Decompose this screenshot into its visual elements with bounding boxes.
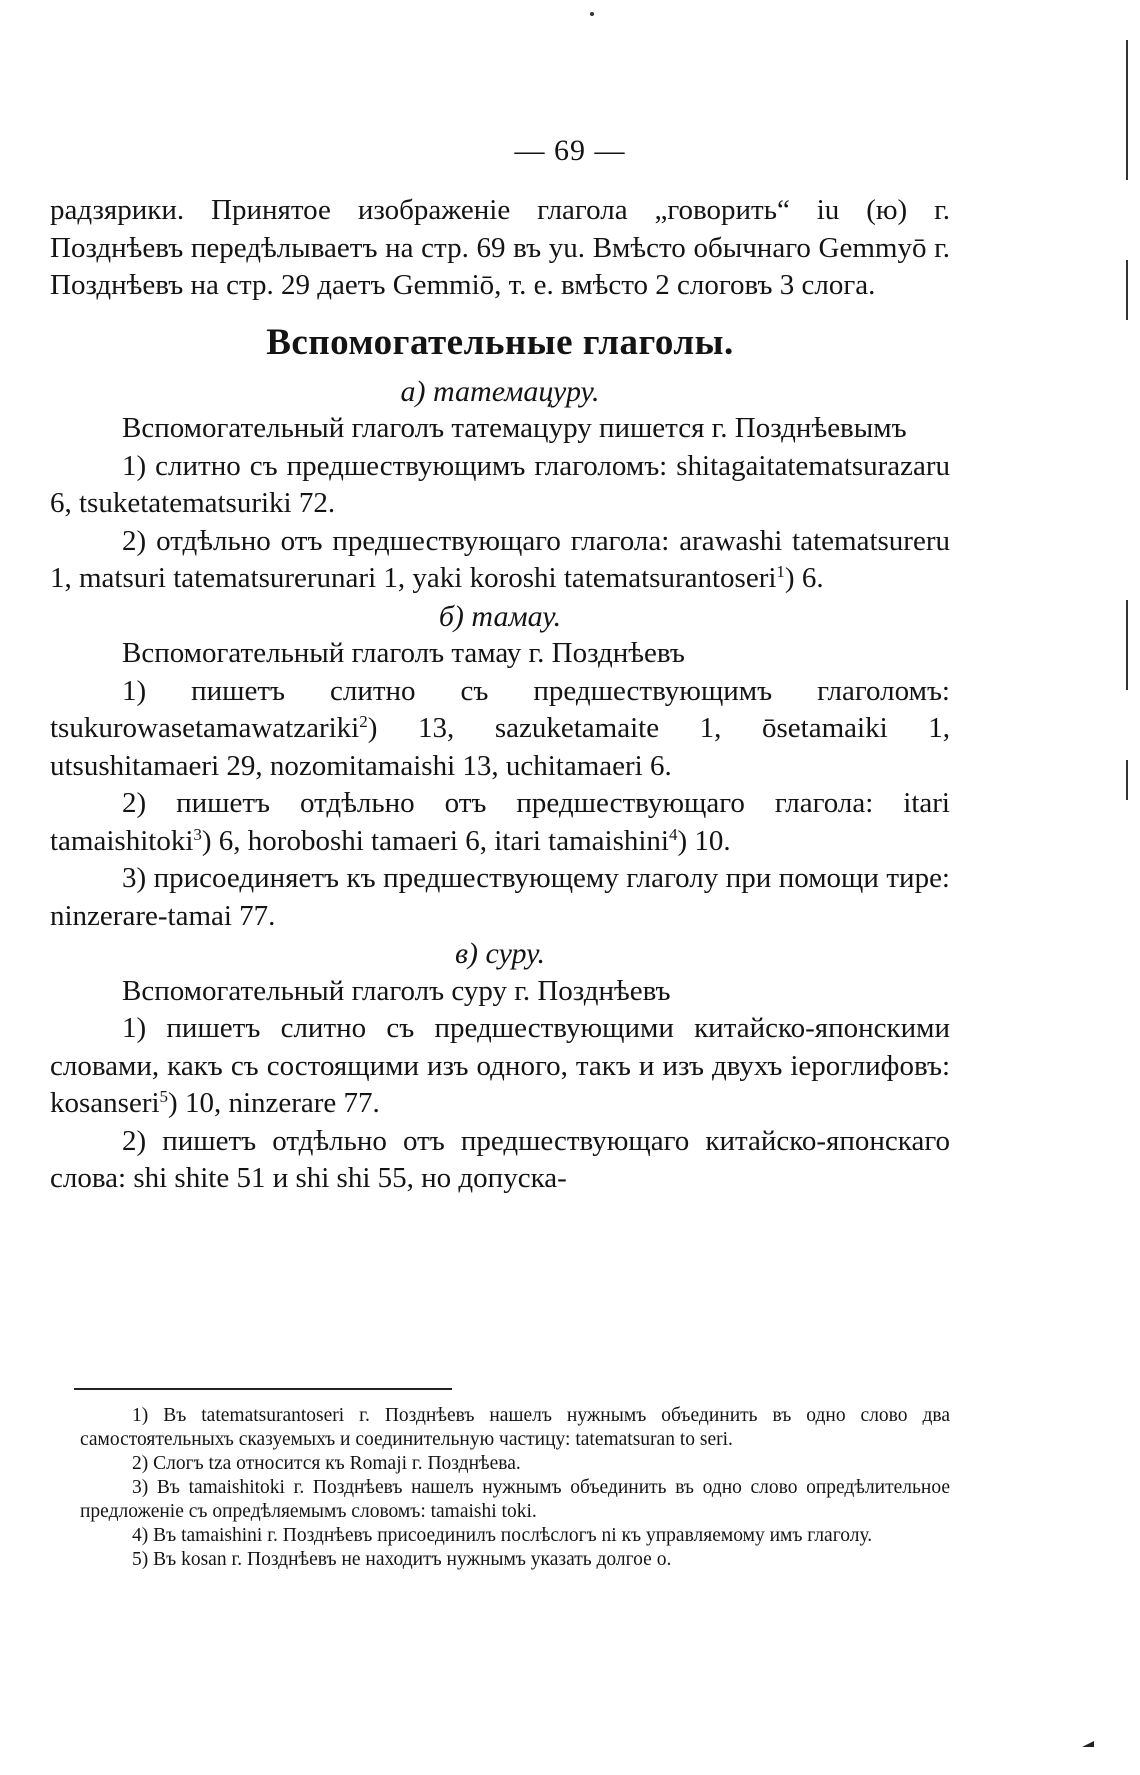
page-edge-line — [1126, 760, 1128, 800]
subsection-c-item-1: 1) пишетъ слитно съ предшествующими китайско-японскими словами, какъ съ состоящими изъ одного, такъ и изъ двухъ iероглифовъ: kosanseri$^5$) 10, ninzerare 77. — [50, 1012, 950, 1119]
main-text — [50, 192, 950, 1198]
subsection-b-intro: Вспомогательный глаголъ тамау г. Позднѣевъ — [122, 637, 685, 669]
footnote-4: 4) Въ tamaishini г. Позднѣевъ присоединилъ послѣслогъ ni къ управляемому имъ глаголу. — [132, 1525, 873, 1546]
footnotes — [80, 1404, 950, 1572]
footnote-5: 5) Въ kosan г. Позднѣевъ не находитъ нужнымъ указать долгое o. — [132, 1549, 672, 1570]
footnote-divider — [74, 1388, 452, 1390]
subsection-b-item-1: 1) пишетъ слитно съ предшествующимъ глаголомъ: tsukurowasetamawatzariki$^2$) 13, sazuketamaite 1, ōsetamaiki 1, utsushitamaeri 29, nozomitamaishi 13, uchitamaeri 6. — [50, 674, 950, 782]
print-speck — [590, 12, 594, 16]
subsection-a-title: а) татемацуру. — [400, 374, 600, 408]
subsection-a-intro: Вспомогательный глаголъ татемацуру пишется г. Позднѣевымъ — [122, 412, 907, 444]
subsection-b-item-2: 2) пишетъ отдѣльно отъ предшествующаго глагола: itari tamaishitoki$^3$) 6, horoboshi tamaeri 6, itari tamaishini$^4$) 10. — [50, 787, 950, 857]
subsection-a-item-1: 1) слитно съ предшествующимъ глаголомъ: shitagaitatematsurazaru 6, tsuketatematsuriki 72. — [50, 449, 950, 519]
page-number: — 69 — — [514, 134, 626, 167]
subsection-c-item-2: 2) пишетъ отдѣльно отъ предшествующаго китайско-японскаго слова: shi shite 51 и shi shi 55, но допуска- — [50, 1124, 950, 1194]
print-mark — [1082, 1741, 1094, 1747]
footnote-ref: 3 — [193, 824, 202, 844]
subsection-c-title: в) суру. — [454, 937, 546, 970]
page-edge-line — [1126, 600, 1128, 690]
footnote-ref: 1 — [776, 562, 785, 581]
section-heading: Вспомогательные глаголы. — [266, 321, 734, 363]
subsection-b-item-3: 3) присоединяетъ къ предшествующему глаголу при помощи тире: ninzerare-tamai 77. — [50, 862, 950, 932]
footnote-ref: 2 — [359, 712, 368, 731]
footnote-1: 1) Въ tatematsurantoseri г. Позднѣевъ нашелъ нужнымъ объединить въ одно слово два самостоятельныхъ сказуемыхъ и соединительную частицу: tatematsuran to seri. — [80, 1405, 950, 1450]
intro-paragraph: радзярики. Принятое изображенiе глагола „говорить“ iu (ю) г. Позднѣевъ передѣлываетъ на стр. 69 въ yu. Вмѣсто обычнаго Gemmyō г. Позднѣевъ на стр. 29 даетъ Gemmiō, т. е. вмѣсто 2 слоговъ 3 слога. — [50, 194, 950, 301]
subsection-c-intro: Вспомогательный глаголъ суру г. Позднѣевъ — [122, 974, 671, 1007]
subsection-b-title: б) тамау. — [438, 599, 562, 633]
subsection-a-item-2: 2) отдѣльно отъ предшествующаго глагола: arawashi tatematsureru 1, matsuri tatematsurerunari 1, yaki koroshi tatematsurantoseri$^1$) 6. — [50, 524, 950, 594]
footnote-ref: 5 — [159, 1087, 169, 1106]
footnote-ref: 4 — [669, 824, 678, 844]
footnote-3: 3) Въ tamaishitoki г. Позднѣевъ нашелъ нужнымъ объединить въ одно слово опредѣлительное предложенiе съ опредѣляемымъ словомъ: tamaishi toki. — [80, 1477, 950, 1522]
footnote-2: 2) Слогъ tza относится къ Romaji г. Позднѣева. — [132, 1453, 521, 1474]
page-edge-line — [1126, 260, 1128, 320]
